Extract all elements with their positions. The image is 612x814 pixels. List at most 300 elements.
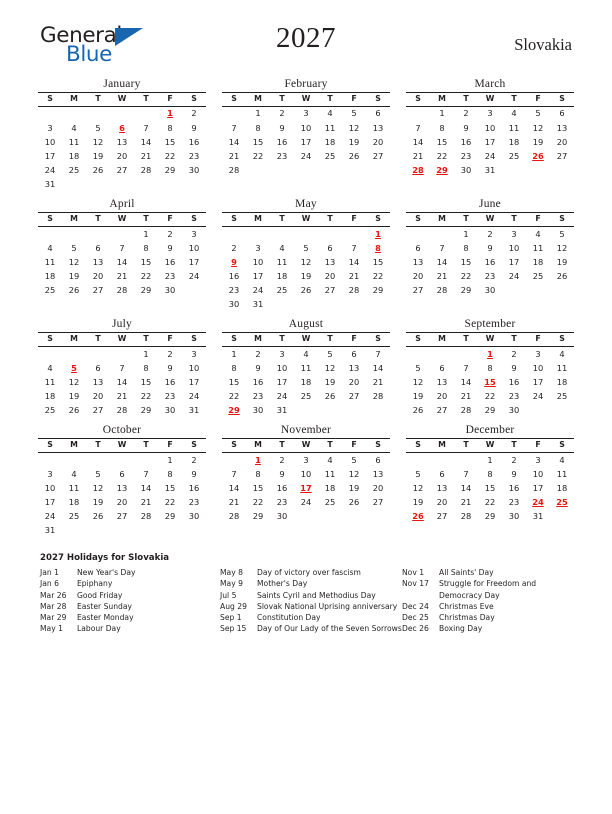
calendar-day[interactable]: 15 <box>140 376 152 387</box>
calendar-day[interactable]: 9 <box>279 468 285 479</box>
calendar-day[interactable]: 12 <box>412 376 424 387</box>
calendar-day[interactable]: 14 <box>412 136 424 147</box>
calendar-day[interactable]: 20 <box>116 496 128 507</box>
calendar-day[interactable]: 6 <box>95 362 101 373</box>
calendar-day[interactable]: 20 <box>412 270 424 281</box>
calendar-day[interactable]: 21 <box>460 390 472 401</box>
calendar-day[interactable]: 2 <box>463 108 469 119</box>
calendar-day[interactable]: 13 <box>436 376 448 387</box>
calendar-day[interactable]: 12 <box>68 256 80 267</box>
calendar-day[interactable]: 11 <box>324 122 336 133</box>
calendar-day[interactable]: 5 <box>415 362 421 373</box>
calendar-day[interactable]: 16 <box>188 136 200 147</box>
calendar-day[interactable]: 28 <box>460 510 472 521</box>
calendar-day[interactable]: 17 <box>188 376 200 387</box>
calendar-day[interactable]: 15 <box>164 136 176 147</box>
calendar-day[interactable]: 25 <box>300 390 312 401</box>
calendar-day[interactable]: 31 <box>532 510 544 521</box>
calendar-day[interactable]: 16 <box>508 376 520 387</box>
calendar-day[interactable]: 4 <box>535 228 541 239</box>
calendar-day[interactable]: 30 <box>484 284 496 295</box>
calendar-day[interactable]: 19 <box>68 390 80 401</box>
calendar-day[interactable]: 27 <box>116 510 128 521</box>
calendar-day[interactable]: 29 <box>252 510 264 521</box>
calendar-day[interactable]: 5 <box>95 122 101 133</box>
calendar-day[interactable]: 25 <box>556 390 568 401</box>
calendar-day[interactable]: 30 <box>276 510 288 521</box>
calendar-day[interactable]: 28 <box>140 164 152 175</box>
calendar-day[interactable]: 11 <box>324 468 336 479</box>
calendar-day[interactable]: 20 <box>92 270 104 281</box>
calendar-day[interactable]: 24 <box>44 164 56 175</box>
calendar-day[interactable]: 25 <box>68 164 80 175</box>
calendar-day[interactable]: 27 <box>372 150 384 161</box>
calendar-day[interactable]: 30 <box>188 510 200 521</box>
calendar-day[interactable]: 6 <box>439 362 445 373</box>
calendar-day-holiday[interactable]: 1 <box>487 348 493 359</box>
calendar-day[interactable]: 14 <box>436 256 448 267</box>
calendar-day[interactable]: 17 <box>508 256 520 267</box>
calendar-day-holiday[interactable]: 28 <box>412 164 424 175</box>
calendar-day[interactable]: 16 <box>460 136 472 147</box>
calendar-day[interactable]: 3 <box>191 348 197 359</box>
calendar-day[interactable]: 18 <box>44 390 56 401</box>
calendar-day[interactable]: 14 <box>116 376 128 387</box>
calendar-day-holiday[interactable]: 8 <box>375 242 381 253</box>
calendar-day[interactable]: 2 <box>167 348 173 359</box>
calendar-day[interactable]: 18 <box>68 496 80 507</box>
calendar-day[interactable]: 12 <box>68 376 80 387</box>
calendar-day[interactable]: 15 <box>460 256 472 267</box>
calendar-day[interactable]: 3 <box>47 468 53 479</box>
calendar-day[interactable]: 11 <box>300 362 312 373</box>
calendar-day[interactable]: 7 <box>143 468 149 479</box>
calendar-day[interactable]: 26 <box>556 270 568 281</box>
calendar-day[interactable]: 13 <box>324 256 336 267</box>
calendar-day[interactable]: 17 <box>44 150 56 161</box>
calendar-day[interactable]: 5 <box>327 348 333 359</box>
calendar-day-holiday[interactable]: 29 <box>436 164 448 175</box>
calendar-day[interactable]: 29 <box>164 164 176 175</box>
calendar-day[interactable]: 14 <box>140 136 152 147</box>
calendar-day[interactable]: 29 <box>460 284 472 295</box>
calendar-day-holiday[interactable]: 24 <box>532 496 544 507</box>
calendar-day[interactable]: 17 <box>276 376 288 387</box>
calendar-day[interactable]: 6 <box>375 454 381 465</box>
calendar-day[interactable]: 24 <box>532 390 544 401</box>
calendar-day[interactable]: 21 <box>460 496 472 507</box>
calendar-day[interactable]: 12 <box>348 122 360 133</box>
calendar-day[interactable]: 5 <box>559 228 565 239</box>
calendar-day[interactable]: 7 <box>119 242 125 253</box>
calendar-day[interactable]: 16 <box>228 270 240 281</box>
calendar-day[interactable]: 19 <box>532 136 544 147</box>
calendar-day[interactable]: 19 <box>68 270 80 281</box>
calendar-day[interactable]: 29 <box>484 404 496 415</box>
calendar-day[interactable]: 21 <box>140 496 152 507</box>
calendar-day[interactable]: 11 <box>276 256 288 267</box>
calendar-day-holiday[interactable]: 1 <box>375 228 381 239</box>
calendar-day[interactable]: 12 <box>348 468 360 479</box>
calendar-day[interactable]: 2 <box>255 348 261 359</box>
calendar-day[interactable]: 13 <box>116 482 128 493</box>
calendar-day[interactable]: 30 <box>508 404 520 415</box>
calendar-day[interactable]: 16 <box>276 136 288 147</box>
calendar-day[interactable]: 2 <box>487 228 493 239</box>
calendar-day-holiday[interactable]: 15 <box>484 376 496 387</box>
calendar-day[interactable]: 26 <box>300 284 312 295</box>
calendar-day[interactable]: 4 <box>47 362 53 373</box>
calendar-day[interactable]: 27 <box>92 404 104 415</box>
calendar-day[interactable]: 7 <box>231 468 237 479</box>
calendar-day[interactable]: 12 <box>532 122 544 133</box>
calendar-day[interactable]: 3 <box>279 348 285 359</box>
calendar-day[interactable]: 13 <box>348 362 360 373</box>
calendar-day[interactable]: 10 <box>44 482 56 493</box>
calendar-day[interactable]: 11 <box>44 256 56 267</box>
calendar-day[interactable]: 4 <box>511 108 517 119</box>
calendar-day[interactable]: 2 <box>279 108 285 119</box>
calendar-day[interactable]: 16 <box>484 256 496 267</box>
calendar-day[interactable]: 11 <box>556 468 568 479</box>
calendar-day[interactable]: 25 <box>508 150 520 161</box>
calendar-day[interactable]: 17 <box>252 270 264 281</box>
calendar-day[interactable]: 10 <box>252 256 264 267</box>
calendar-day[interactable]: 13 <box>436 482 448 493</box>
calendar-day[interactable]: 9 <box>279 122 285 133</box>
calendar-day[interactable]: 20 <box>116 150 128 161</box>
calendar-day[interactable]: 27 <box>556 150 568 161</box>
calendar-day[interactable]: 20 <box>324 270 336 281</box>
calendar-day[interactable]: 17 <box>484 136 496 147</box>
calendar-day[interactable]: 21 <box>372 376 384 387</box>
calendar-day[interactable]: 2 <box>511 348 517 359</box>
calendar-day[interactable]: 4 <box>559 454 565 465</box>
calendar-day[interactable]: 30 <box>188 164 200 175</box>
calendar-day[interactable]: 22 <box>252 150 264 161</box>
calendar-day[interactable]: 4 <box>327 108 333 119</box>
calendar-day[interactable]: 21 <box>228 496 240 507</box>
calendar-day[interactable]: 26 <box>348 496 360 507</box>
calendar-day[interactable]: 25 <box>324 496 336 507</box>
calendar-day[interactable]: 15 <box>436 136 448 147</box>
calendar-day[interactable]: 20 <box>372 482 384 493</box>
calendar-day[interactable]: 12 <box>412 482 424 493</box>
calendar-day[interactable]: 8 <box>143 242 149 253</box>
calendar-day-holiday[interactable]: 1 <box>255 454 261 465</box>
calendar-day[interactable]: 23 <box>460 150 472 161</box>
calendar-day[interactable]: 10 <box>188 362 200 373</box>
calendar-day[interactable]: 15 <box>140 256 152 267</box>
calendar-day[interactable]: 31 <box>44 524 56 535</box>
calendar-day[interactable]: 23 <box>508 390 520 401</box>
calendar-day[interactable]: 4 <box>327 454 333 465</box>
calendar-day[interactable]: 12 <box>324 362 336 373</box>
calendar-day[interactable]: 8 <box>167 122 173 133</box>
calendar-day[interactable]: 20 <box>436 496 448 507</box>
calendar-day[interactable]: 3 <box>303 108 309 119</box>
calendar-day[interactable]: 7 <box>143 122 149 133</box>
calendar-day[interactable]: 24 <box>300 496 312 507</box>
calendar-day[interactable]: 6 <box>415 242 421 253</box>
calendar-day[interactable]: 16 <box>276 482 288 493</box>
calendar-day[interactable]: 20 <box>348 376 360 387</box>
calendar-day[interactable]: 7 <box>231 122 237 133</box>
calendar-day[interactable]: 3 <box>487 108 493 119</box>
calendar-day-holiday[interactable]: 17 <box>300 482 312 493</box>
calendar-day[interactable]: 23 <box>484 270 496 281</box>
calendar-day[interactable]: 27 <box>436 510 448 521</box>
calendar-day[interactable]: 21 <box>116 390 128 401</box>
calendar-day[interactable]: 2 <box>191 108 197 119</box>
calendar-day[interactable]: 20 <box>372 136 384 147</box>
calendar-day[interactable]: 18 <box>276 270 288 281</box>
calendar-day[interactable]: 18 <box>324 482 336 493</box>
calendar-day[interactable]: 24 <box>300 150 312 161</box>
calendar-day[interactable]: 16 <box>252 376 264 387</box>
calendar-day[interactable]: 15 <box>228 376 240 387</box>
calendar-day[interactable]: 24 <box>188 390 200 401</box>
calendar-day[interactable]: 11 <box>508 122 520 133</box>
calendar-day[interactable]: 26 <box>324 390 336 401</box>
calendar-day[interactable]: 27 <box>92 284 104 295</box>
calendar-day[interactable]: 15 <box>252 482 264 493</box>
calendar-day[interactable]: 30 <box>252 404 264 415</box>
calendar-day[interactable]: 5 <box>351 108 357 119</box>
calendar-day[interactable]: 4 <box>71 122 77 133</box>
calendar-day[interactable]: 22 <box>140 390 152 401</box>
calendar-day[interactable]: 31 <box>252 298 264 309</box>
calendar-day[interactable]: 8 <box>463 242 469 253</box>
calendar-day[interactable]: 10 <box>508 242 520 253</box>
calendar-day[interactable]: 13 <box>116 136 128 147</box>
calendar-day[interactable]: 29 <box>164 510 176 521</box>
calendar-day[interactable]: 6 <box>327 242 333 253</box>
calendar-day[interactable]: 28 <box>348 284 360 295</box>
calendar-day[interactable]: 19 <box>92 496 104 507</box>
calendar-day[interactable]: 18 <box>324 136 336 147</box>
calendar-day[interactable]: 26 <box>68 404 80 415</box>
calendar-day[interactable]: 28 <box>372 390 384 401</box>
calendar-day[interactable]: 20 <box>92 390 104 401</box>
calendar-day[interactable]: 1 <box>487 454 493 465</box>
calendar-day[interactable]: 23 <box>188 496 200 507</box>
calendar-day[interactable]: 15 <box>164 482 176 493</box>
calendar-day[interactable]: 15 <box>372 256 384 267</box>
calendar-day[interactable]: 17 <box>532 376 544 387</box>
calendar-day[interactable]: 22 <box>484 390 496 401</box>
calendar-day[interactable]: 13 <box>372 468 384 479</box>
calendar-day[interactable]: 16 <box>188 482 200 493</box>
calendar-day[interactable]: 11 <box>44 376 56 387</box>
calendar-day[interactable]: 23 <box>228 284 240 295</box>
calendar-day[interactable]: 5 <box>535 108 541 119</box>
calendar-day[interactable]: 12 <box>300 256 312 267</box>
calendar-day[interactable]: 27 <box>348 390 360 401</box>
calendar-day[interactable]: 7 <box>415 122 421 133</box>
calendar-day[interactable]: 27 <box>436 404 448 415</box>
calendar-day[interactable]: 5 <box>351 454 357 465</box>
calendar-day[interactable]: 13 <box>556 122 568 133</box>
calendar-day[interactable]: 11 <box>68 482 80 493</box>
calendar-day[interactable]: 13 <box>412 256 424 267</box>
calendar-day[interactable]: 24 <box>484 150 496 161</box>
calendar-day[interactable]: 23 <box>164 390 176 401</box>
calendar-day[interactable]: 17 <box>300 136 312 147</box>
calendar-day[interactable]: 19 <box>324 376 336 387</box>
calendar-day-holiday[interactable]: 29 <box>228 404 240 415</box>
calendar-day[interactable]: 25 <box>44 284 56 295</box>
calendar-day[interactable]: 3 <box>511 228 517 239</box>
calendar-day[interactable]: 14 <box>460 482 472 493</box>
calendar-day[interactable]: 24 <box>252 284 264 295</box>
calendar-day[interactable]: 8 <box>439 122 445 133</box>
calendar-day[interactable]: 7 <box>119 362 125 373</box>
calendar-day[interactable]: 19 <box>92 150 104 161</box>
calendar-day[interactable]: 21 <box>412 150 424 161</box>
calendar-day[interactable]: 28 <box>140 510 152 521</box>
calendar-day[interactable]: 4 <box>47 242 53 253</box>
calendar-day-holiday[interactable]: 26 <box>412 510 424 521</box>
calendar-day[interactable]: 7 <box>351 242 357 253</box>
calendar-day[interactable]: 10 <box>188 242 200 253</box>
calendar-day[interactable]: 7 <box>463 468 469 479</box>
calendar-day[interactable]: 12 <box>556 242 568 253</box>
calendar-day[interactable]: 1 <box>255 108 261 119</box>
calendar-day[interactable]: 6 <box>119 468 125 479</box>
calendar-day[interactable]: 26 <box>92 164 104 175</box>
calendar-day[interactable]: 22 <box>164 496 176 507</box>
calendar-day[interactable]: 13 <box>92 256 104 267</box>
calendar-day[interactable]: 25 <box>532 270 544 281</box>
calendar-day[interactable]: 8 <box>167 468 173 479</box>
calendar-day[interactable]: 21 <box>140 150 152 161</box>
calendar-day[interactable]: 14 <box>372 362 384 373</box>
calendar-day[interactable]: 19 <box>348 136 360 147</box>
calendar-day[interactable]: 25 <box>276 284 288 295</box>
calendar-day[interactable]: 30 <box>460 164 472 175</box>
calendar-day[interactable]: 3 <box>47 122 53 133</box>
calendar-day-holiday[interactable]: 6 <box>119 122 125 133</box>
calendar-day[interactable]: 1 <box>167 454 173 465</box>
calendar-day[interactable]: 30 <box>508 510 520 521</box>
calendar-day[interactable]: 12 <box>92 482 104 493</box>
calendar-day[interactable]: 24 <box>276 390 288 401</box>
calendar-day[interactable]: 9 <box>511 468 517 479</box>
calendar-day[interactable]: 28 <box>460 404 472 415</box>
calendar-day[interactable]: 14 <box>228 136 240 147</box>
calendar-day[interactable]: 20 <box>436 390 448 401</box>
calendar-day[interactable]: 21 <box>228 150 240 161</box>
calendar-day[interactable]: 18 <box>556 482 568 493</box>
calendar-day[interactable]: 22 <box>372 270 384 281</box>
calendar-day[interactable]: 14 <box>228 482 240 493</box>
calendar-day[interactable]: 4 <box>559 348 565 359</box>
calendar-day[interactable]: 16 <box>164 376 176 387</box>
calendar-day[interactable]: 23 <box>276 150 288 161</box>
calendar-day[interactable]: 22 <box>140 270 152 281</box>
calendar-day[interactable]: 19 <box>300 270 312 281</box>
calendar-day[interactable]: 25 <box>68 510 80 521</box>
calendar-day[interactable]: 7 <box>439 242 445 253</box>
calendar-day[interactable]: 21 <box>436 270 448 281</box>
calendar-day[interactable]: 7 <box>463 362 469 373</box>
calendar-day[interactable]: 28 <box>436 284 448 295</box>
calendar-day[interactable]: 22 <box>436 150 448 161</box>
calendar-day[interactable]: 10 <box>276 362 288 373</box>
calendar-day[interactable]: 3 <box>303 454 309 465</box>
calendar-day[interactable]: 29 <box>140 284 152 295</box>
calendar-day[interactable]: 30 <box>228 298 240 309</box>
calendar-day[interactable]: 25 <box>324 150 336 161</box>
calendar-day[interactable]: 3 <box>255 242 261 253</box>
calendar-day[interactable]: 18 <box>508 136 520 147</box>
calendar-day[interactable]: 23 <box>252 390 264 401</box>
calendar-day[interactable]: 22 <box>164 150 176 161</box>
calendar-day[interactable]: 1 <box>463 228 469 239</box>
calendar-day[interactable]: 14 <box>116 256 128 267</box>
calendar-day[interactable]: 10 <box>44 136 56 147</box>
calendar-day[interactable]: 3 <box>191 228 197 239</box>
calendar-day[interactable]: 24 <box>188 270 200 281</box>
calendar-day[interactable]: 11 <box>68 136 80 147</box>
calendar-day[interactable]: 8 <box>487 468 493 479</box>
calendar-day[interactable]: 4 <box>279 242 285 253</box>
calendar-day[interactable]: 25 <box>44 404 56 415</box>
calendar-day-holiday[interactable]: 1 <box>167 108 173 119</box>
calendar-day[interactable]: 6 <box>375 108 381 119</box>
calendar-day[interactable]: 21 <box>348 270 360 281</box>
calendar-day[interactable]: 17 <box>188 256 200 267</box>
calendar-day[interactable]: 11 <box>556 362 568 373</box>
calendar-day-holiday[interactable]: 25 <box>556 496 568 507</box>
calendar-day[interactable]: 30 <box>164 404 176 415</box>
calendar-day[interactable]: 22 <box>484 496 496 507</box>
calendar-day[interactable]: 19 <box>412 390 424 401</box>
calendar-day[interactable]: 30 <box>164 284 176 295</box>
calendar-day[interactable]: 16 <box>508 482 520 493</box>
calendar-day[interactable]: 14 <box>348 256 360 267</box>
calendar-day[interactable]: 14 <box>140 482 152 493</box>
calendar-day[interactable]: 9 <box>511 362 517 373</box>
calendar-day[interactable]: 22 <box>252 496 264 507</box>
calendar-day-holiday[interactable]: 5 <box>71 362 77 373</box>
calendar-day[interactable]: 7 <box>375 348 381 359</box>
calendar-day[interactable]: 15 <box>252 136 264 147</box>
calendar-day[interactable]: 2 <box>191 454 197 465</box>
calendar-day[interactable]: 5 <box>303 242 309 253</box>
calendar-day[interactable]: 13 <box>92 376 104 387</box>
calendar-day[interactable]: 2 <box>167 228 173 239</box>
calendar-day[interactable]: 9 <box>167 362 173 373</box>
calendar-day[interactable]: 29 <box>372 284 384 295</box>
calendar-day-holiday[interactable]: 26 <box>532 150 544 161</box>
calendar-day[interactable]: 31 <box>484 164 496 175</box>
calendar-day[interactable]: 3 <box>535 454 541 465</box>
calendar-day[interactable]: 5 <box>95 468 101 479</box>
calendar-day[interactable]: 14 <box>460 376 472 387</box>
calendar-day[interactable]: 27 <box>372 496 384 507</box>
calendar-day[interactable]: 29 <box>484 510 496 521</box>
calendar-day[interactable]: 27 <box>116 164 128 175</box>
calendar-day[interactable]: 4 <box>303 348 309 359</box>
calendar-day[interactable]: 9 <box>191 122 197 133</box>
calendar-day[interactable]: 16 <box>164 256 176 267</box>
calendar-day[interactable]: 2 <box>511 454 517 465</box>
calendar-day[interactable]: 1 <box>143 348 149 359</box>
calendar-day[interactable]: 21 <box>116 270 128 281</box>
calendar-day[interactable]: 9 <box>255 362 261 373</box>
